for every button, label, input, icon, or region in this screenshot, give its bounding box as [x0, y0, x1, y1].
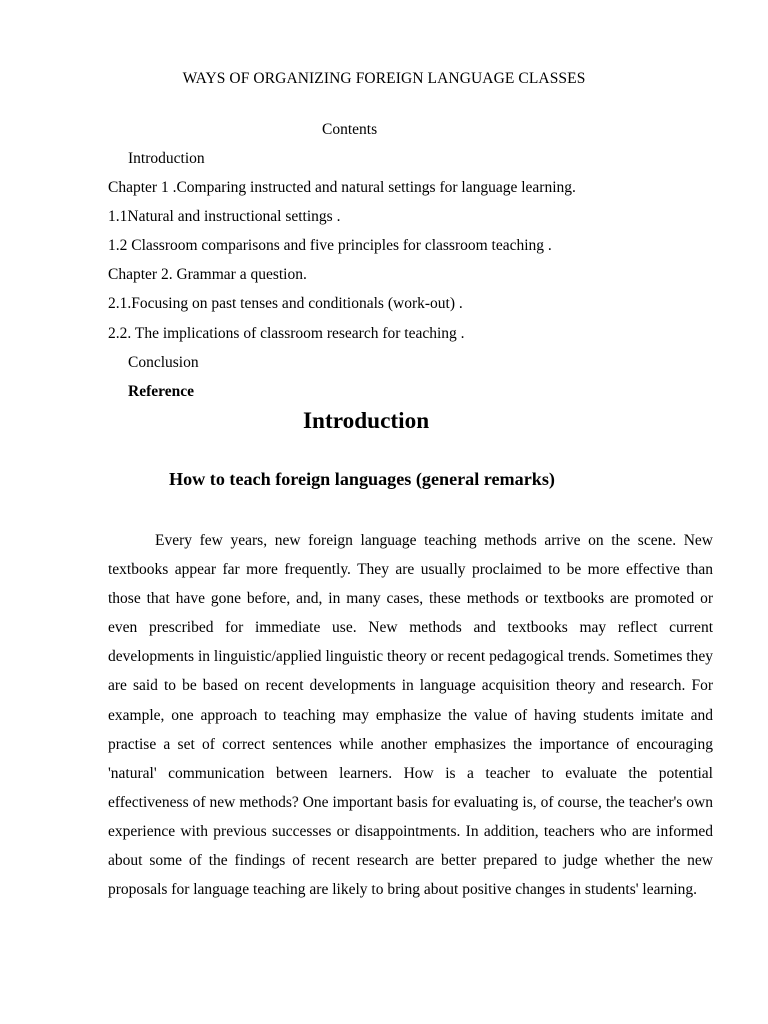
contents-heading: Contents — [322, 121, 378, 138]
toc-item-2-2: 2.2. The implications of classroom research for teaching . — [108, 324, 465, 342]
toc-item-2-1: 2.1.Focusing on past tenses and conditionals (work-out) . — [108, 295, 463, 313]
toc-item-1-2: 1.2 Classroom comparisons and five principles for classroom teaching . — [108, 237, 552, 255]
toc-item-conclusion: Conclusion — [128, 353, 199, 371]
toc-item-chapter-1: Chapter 1 .Comparing instructed and natural settings for language learning. — [108, 179, 576, 197]
document-title: WAYS OF ORGANIZING FOREIGN LANGUAGE CLASSES — [182, 70, 586, 87]
table-of-contents — [0, 149, 576, 411]
toc-item-reference: Reference — [128, 382, 194, 400]
toc-item-chapter-2: Chapter 2. Grammar a question. — [108, 266, 307, 284]
body-paragraph: Every few years, new foreign language teaching methods arrive on the scene. New textbooks appear far more frequently. They are usually proclaimed to be more effective than those that have gone before, and, in many cases, these methods or textbooks are promoted or even prescribed for immediate use. New methods and textbooks may reflect current developments in linguistic/applied linguistic theory or recent pedagogical trends. Sometimes they are said to be based on recent developments in language acquisition theory and research. For example, one approach to teaching may emphasize the value of having students imitate and practise a set of correct sentences while another emphasizes the importance of encouraging 'natural' communication between learners. How is a teacher to evaluate the potential effectiveness of new methods? One important basis for evaluating is, of course, the teacher's own experience with previous successes or disappointments. In addition, teachers who are informed about some of the findings of recent research are better prepared to judge whether the new proposals for language teaching are likely to bring about positive changes in students' learning. — [108, 532, 713, 899]
sub-heading: How to teach foreign languages (general remarks) — [169, 469, 555, 489]
toc-item-introduction: Introduction — [128, 150, 205, 167]
section-heading-introduction: Introduction — [303, 408, 430, 434]
toc-item-1-1: 1.1Natural and instructional settings . — [108, 208, 341, 226]
